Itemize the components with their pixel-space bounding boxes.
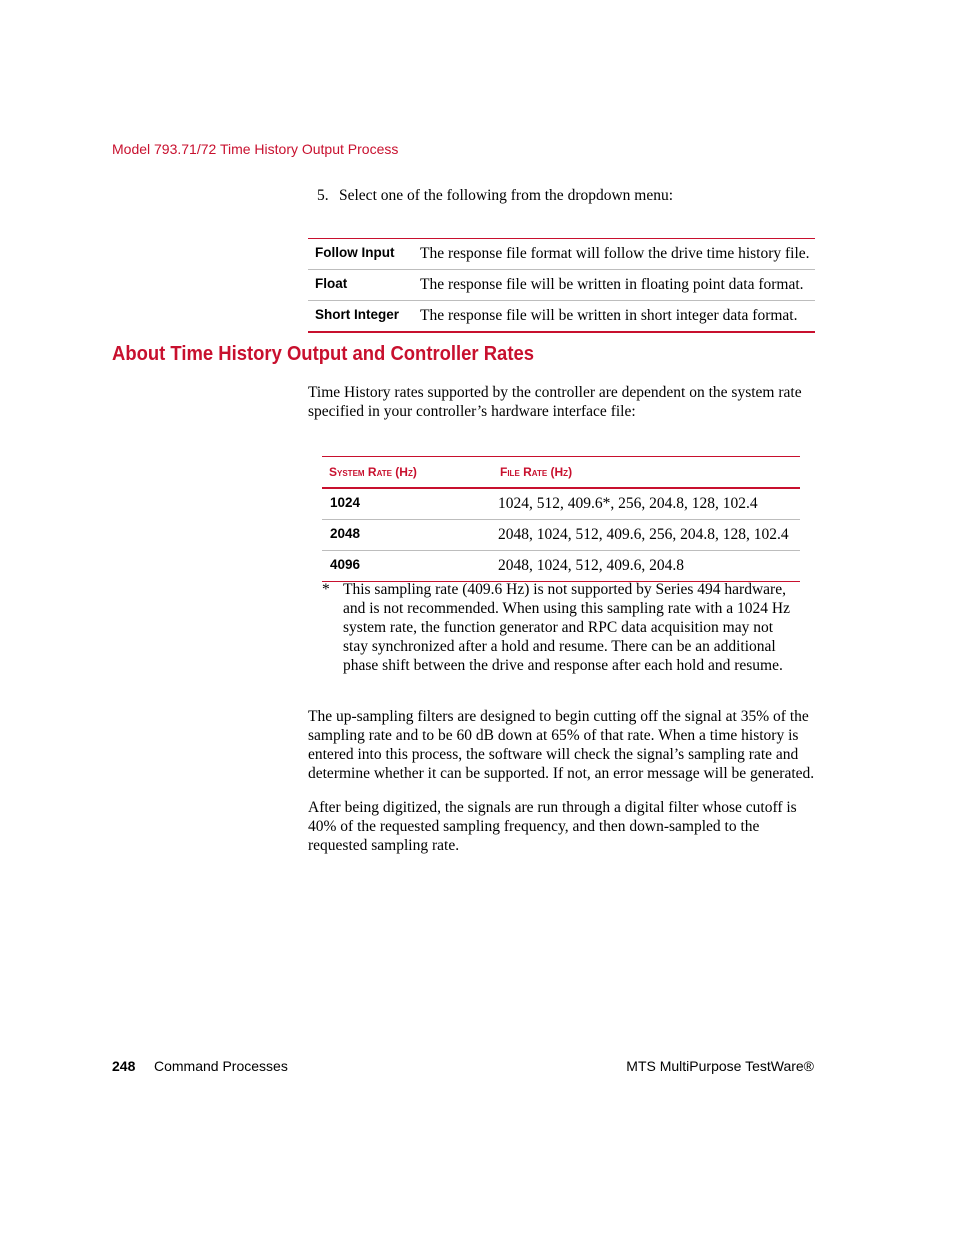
header-file-rate: File Rate (Hz) (498, 457, 800, 489)
rates-header-row (322, 457, 800, 489)
footer-product: MTS MultiPurpose TestWare® (626, 1058, 814, 1074)
option-description: The response file format will follow the drive time history file. (420, 245, 810, 262)
rates-row (322, 520, 800, 551)
step-text: Select one of the following from the dropdown menu: (339, 187, 674, 204)
upsampling-paragraph: The up-sampling filters are designed to begin cutting off the signal at 35% of the sampling rate and to be 60 dB down at 65% of that rate. When a time history is entered into this process, the software will check the signal’s sampling rate and determine whether it can be supported. If not, an error message will be generated. (308, 708, 815, 782)
footnote-text: This sampling rate (409.6 Hz) is not supported by Series 494 hardware, and is not recommended. When using this sampling rate with a 1024 Hz system rate, the function generator and RPC data acquisition may not stay synchronized after a hold and resume. There can be an additional phase shift between the drive and response after each hold and resume. (343, 581, 790, 674)
file-rate-cell: 2048, 1024, 512, 409.6, 256, 204.8, 128, 102.4 (498, 520, 800, 551)
file-rate-cell: 2048, 1024, 512, 409.6, 204.8 (498, 551, 800, 582)
options-table (308, 238, 815, 333)
option-row (308, 270, 815, 301)
intro-paragraph: Time History rates supported by the controller are dependent on the system rate specified in your controller’s hardware interface file: (308, 384, 802, 420)
digitized-paragraph: After being digitized, the signals are run through a digital filter whose cutoff is 40% of the requested sampling frequency, and then down-sampled to the requested sampling rate. (308, 799, 797, 854)
system-rate-cell: 1024 (330, 494, 361, 510)
option-name: Short Integer (308, 299, 420, 331)
option-name: Float (308, 268, 420, 299)
system-rate-cell: 4096 (322, 549, 498, 580)
table-footnote (322, 580, 792, 675)
option-description: The response file will be written in floating point data format. (420, 270, 815, 301)
file-rate-cell: 1024, 512, 409.6*, 256, 204.8, 128, 102.4 (498, 495, 758, 512)
system-rate-cell: 2048 (322, 518, 498, 549)
rates-row (322, 488, 800, 520)
running-head: Model 793.71/72 Time History Output Process (112, 141, 399, 157)
section-heading: About Time History Output and Controller Rates (112, 342, 534, 365)
step-5 (317, 187, 673, 205)
option-name: Follow Input (315, 244, 395, 260)
rates-table (322, 456, 800, 582)
option-row (308, 301, 815, 333)
footer-section: Command Processes (154, 1058, 288, 1074)
rates-row (322, 551, 800, 582)
option-description: The response file will be written in short integer data format. (420, 301, 815, 333)
step-number: 5. (317, 187, 329, 204)
header-system-rate: System Rate (Hz) (322, 457, 498, 489)
option-row (308, 239, 815, 270)
footnote-marker: * (322, 581, 330, 598)
page-number: 248 (112, 1058, 136, 1074)
